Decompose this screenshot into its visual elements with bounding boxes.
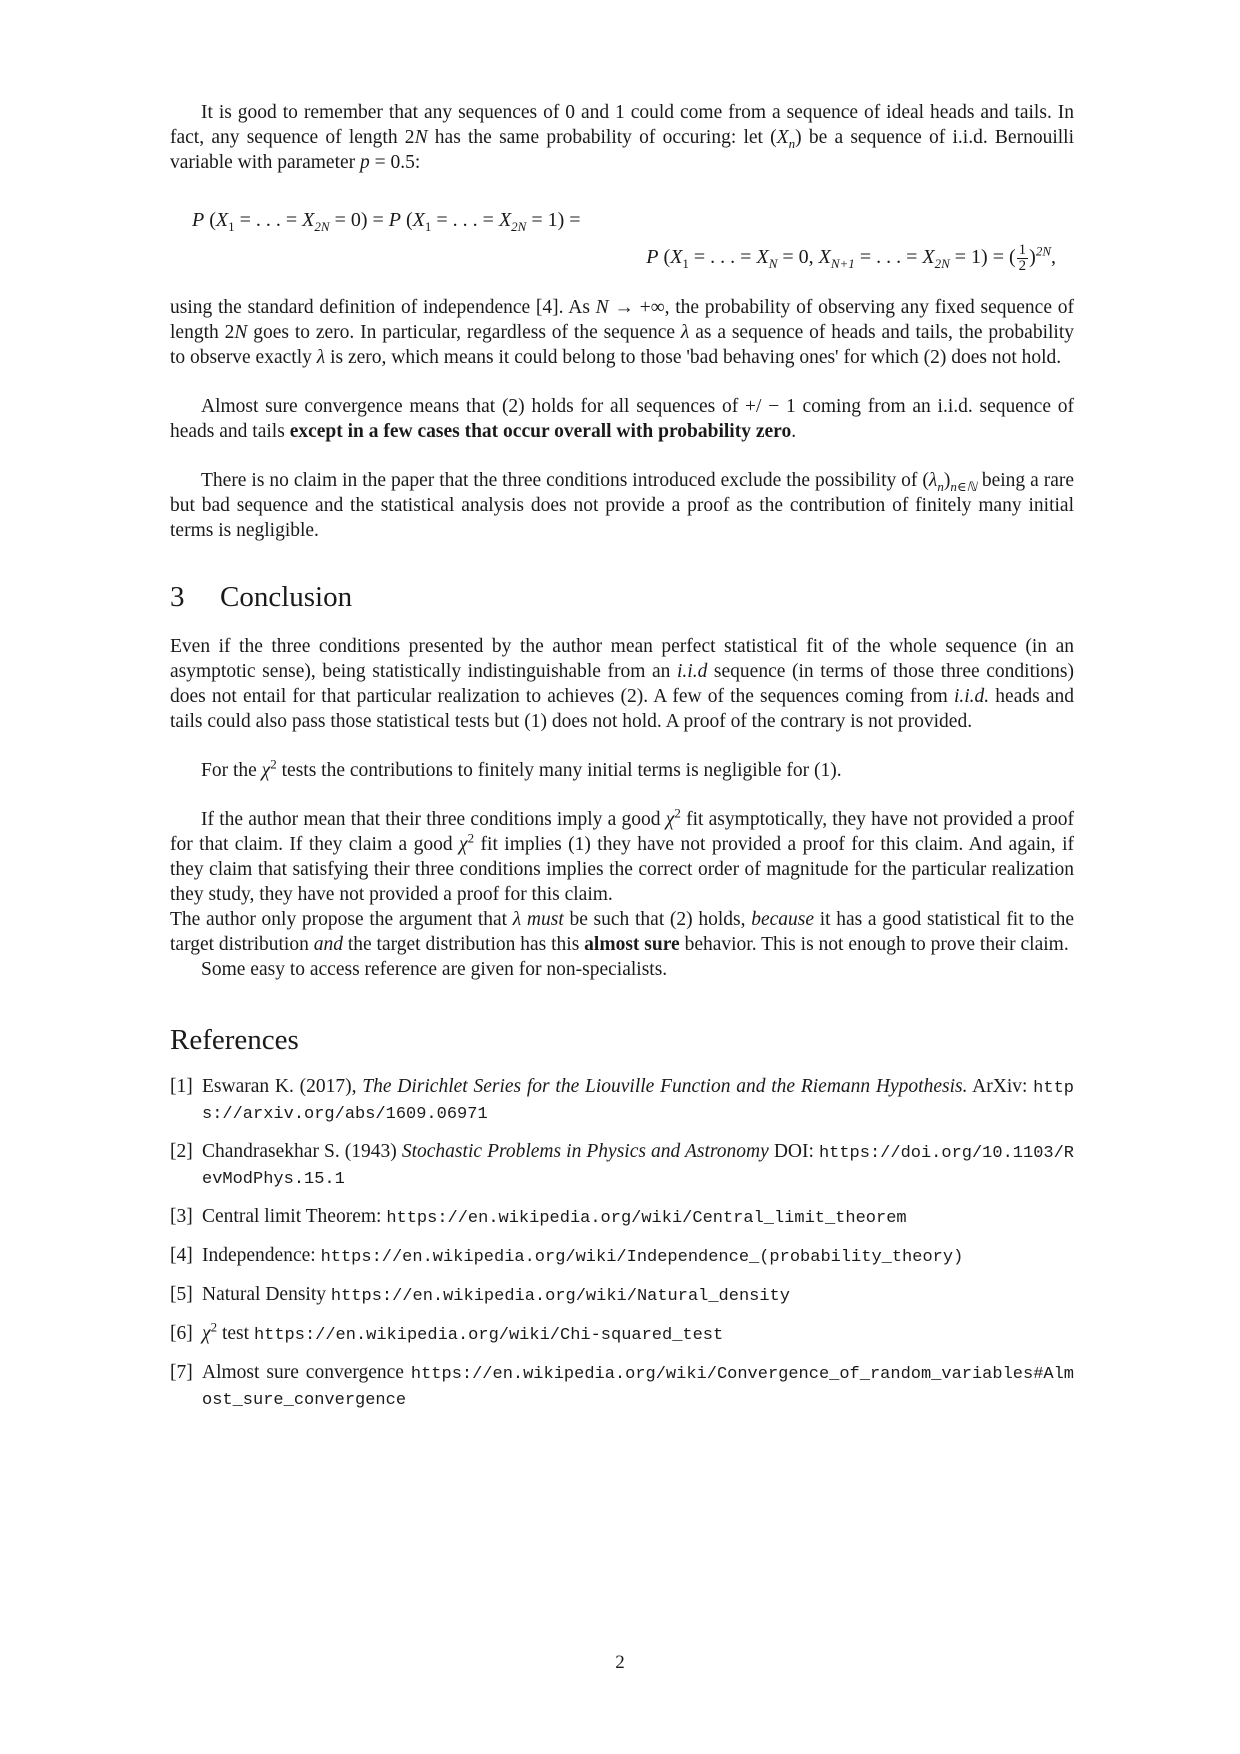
url-link[interactable]: https://en.wikipedia.org/wiki/Central_limit_theorem bbox=[386, 1209, 907, 1228]
text-run: Central limit Theorem: bbox=[202, 1206, 387, 1227]
math-symbol: P bbox=[388, 209, 401, 231]
text-run: is zero, which means it could belong to those 'bad behaving ones' for which (2) does not hold. bbox=[325, 347, 1062, 368]
text-run: = 0) = bbox=[329, 209, 389, 231]
math-symbol: N bbox=[595, 297, 609, 318]
subscript: 2N bbox=[934, 256, 950, 272]
paragraph-no-claim bbox=[170, 468, 1074, 543]
reference-item bbox=[170, 1140, 1074, 1192]
text-run: it has a good statistical fit to the target distribution bbox=[170, 909, 1075, 955]
equation-exponent: 2N bbox=[1035, 243, 1051, 259]
reference-label: [2] bbox=[170, 1141, 193, 1162]
subscript: 2N bbox=[511, 219, 527, 234]
reference-item bbox=[170, 1319, 1074, 1348]
text-run: = 0.5: bbox=[369, 152, 421, 173]
italic-text: The Dirichlet Series for the Liouville Function and the Riemann Hypothesis. bbox=[362, 1076, 968, 1097]
text-run: DOI: bbox=[768, 1141, 819, 1162]
text-run: It is good to remember that any sequences of 0 and 1 could come from a sequence of ideal heads and tails. In fact, any sequence of length 2 bbox=[170, 102, 1074, 148]
text-run: tests the contributions to finitely many initial terms is negligible for (1). bbox=[276, 760, 842, 781]
text-run: the target distribution has this bbox=[342, 934, 585, 955]
text-run: Almost sure convergence bbox=[202, 1362, 411, 1383]
subscript: 1 bbox=[424, 219, 432, 234]
url-link[interactable]: https://en.wikipedia.org/wiki/Chi-squared_test bbox=[253, 1326, 724, 1345]
text-run: ) be a sequence of i.i.d. Bernouilli variable with parameter bbox=[170, 127, 1074, 173]
superscript: 2 bbox=[467, 830, 475, 846]
text-run: ( bbox=[658, 246, 671, 269]
subscript: n bbox=[937, 478, 944, 494]
reference-item bbox=[170, 1283, 1074, 1309]
text-run: ) bbox=[943, 470, 951, 491]
text-run: heads and tails could also pass those statistical tests but (1) does not hold. A proof of the contrary is not provided. bbox=[170, 686, 1074, 732]
math-symbol: λ bbox=[316, 347, 326, 368]
url-link[interactable]: https://arxiv.org/abs/1609.06971 bbox=[202, 1079, 1074, 1124]
text-run: = 1) = ( bbox=[949, 246, 1016, 269]
subscript: n bbox=[788, 135, 796, 151]
reference-label: [3] bbox=[170, 1206, 193, 1227]
text-run: fit asymptotically, they have not provided a proof for that claim. If they claim a good bbox=[170, 809, 1074, 855]
text-run: = . . . = bbox=[234, 209, 303, 231]
reference-body bbox=[202, 1361, 1074, 1413]
text-run: Chandrasekhar S. (1943) bbox=[202, 1141, 402, 1162]
text-run: If the author mean that their three conditions imply a good bbox=[201, 809, 666, 830]
reference-body bbox=[202, 1140, 1074, 1192]
fraction-one-half bbox=[1017, 243, 1029, 274]
text-run: ( bbox=[401, 209, 413, 231]
subscript: 2N bbox=[314, 219, 330, 234]
paragraph-author-claims bbox=[170, 807, 1074, 907]
math-symbol: X bbox=[215, 209, 229, 231]
references-heading: References bbox=[170, 1024, 299, 1056]
text-run: Independence: bbox=[202, 1245, 321, 1266]
paragraph-almost-sure bbox=[170, 394, 1074, 444]
math-symbol: χ bbox=[202, 1323, 211, 1344]
reference-label: [4] bbox=[170, 1245, 193, 1266]
fraction-denominator: 2 bbox=[1018, 258, 1027, 274]
text-run: using the standard definition of independence [4]. As bbox=[170, 297, 596, 318]
math-symbol: X bbox=[412, 209, 425, 231]
subscript: 1 bbox=[682, 256, 689, 272]
superscript: 2 bbox=[210, 1319, 218, 1335]
reference-label: [5] bbox=[170, 1284, 193, 1305]
text-run: For the bbox=[201, 760, 262, 781]
reference-body bbox=[202, 1205, 1074, 1231]
section-title: Conclusion bbox=[220, 581, 353, 613]
text-run: test bbox=[217, 1323, 254, 1344]
bold-text: almost sure bbox=[584, 934, 680, 955]
math-symbol: P bbox=[646, 246, 659, 269]
reference-label: [6] bbox=[170, 1323, 193, 1344]
text-run: as a sequence of heads and tails, the probability to observe exactly bbox=[170, 322, 1074, 368]
text-run: = 1) = bbox=[526, 209, 581, 231]
italic-text: i.i.d. bbox=[953, 686, 990, 707]
paragraph-chi-squared bbox=[170, 758, 1074, 783]
equation-line-2: P ($X_1$ = . . . = $X_N = 0$, $X_{N+1}$ = . . . = $X_{2N} = 1$) = ( $\frac{1}{2}$ )$^{2N}$, bbox=[646, 242, 1056, 274]
math-symbol: X bbox=[756, 246, 769, 269]
references-list bbox=[170, 1075, 1074, 1413]
italic-text: must bbox=[526, 909, 564, 930]
reference-item bbox=[170, 1075, 1074, 1127]
italic-text: i.i.d bbox=[676, 661, 708, 682]
reference-body bbox=[202, 1319, 1074, 1348]
text-run: Even if the three conditions presented by the author mean perfect statistical fit of the whole sequence (in an asymptotic sense), being statistically indistinguishable from an bbox=[170, 636, 1074, 682]
math-symbol: X bbox=[818, 246, 831, 269]
math-symbol: χ bbox=[261, 760, 271, 781]
math-symbol: X bbox=[776, 127, 789, 148]
reference-label: [7] bbox=[170, 1362, 193, 1383]
text-run: = . . . = bbox=[854, 246, 923, 269]
math-symbol: X bbox=[302, 209, 315, 231]
url-link[interactable]: https://en.wikipedia.org/wiki/Natural_density bbox=[330, 1287, 790, 1306]
math-symbol: P bbox=[192, 209, 205, 231]
math-symbol: X bbox=[670, 246, 683, 269]
italic-text: because bbox=[751, 909, 815, 930]
text-run: = 0, bbox=[777, 246, 819, 269]
reference-label: [1] bbox=[170, 1076, 193, 1097]
text-run: Almost sure convergence means that (2) holds for all sequences of +/ − 1 coming from an i.i.d. sequence of heads and tails bbox=[170, 396, 1074, 442]
url-link[interactable]: https://en.wikipedia.org/wiki/Independence_(probability_theory) bbox=[320, 1248, 964, 1267]
text-run: There is no claim in the paper that the three conditions introduced exclude the possibility of ( bbox=[201, 470, 929, 491]
math-symbol: X bbox=[498, 209, 512, 231]
reference-body bbox=[202, 1075, 1074, 1127]
math-symbol: χ bbox=[459, 834, 468, 855]
text-run: Natural Density bbox=[202, 1284, 331, 1305]
subscript: N+1 bbox=[830, 256, 855, 272]
reference-body bbox=[202, 1244, 1074, 1270]
text-run: has the same probability of occuring: let ( bbox=[427, 127, 777, 148]
superscript: 2 bbox=[674, 805, 681, 821]
math-symbol: λ bbox=[928, 470, 938, 491]
reference-body bbox=[202, 1283, 1074, 1309]
text-run: The author only propose the argument that bbox=[170, 909, 513, 930]
math-symbol: N bbox=[234, 322, 248, 343]
text-run: = . . . = bbox=[431, 209, 499, 231]
subscript: n∈ℕ bbox=[950, 478, 977, 494]
text-run: = . . . = bbox=[688, 246, 757, 269]
reference-item bbox=[170, 1205, 1074, 1231]
section-heading bbox=[170, 581, 1074, 614]
text-run: goes to zero. In particular, regardless of the sequence bbox=[247, 322, 681, 343]
paper-page bbox=[170, 100, 1074, 1426]
math-symbol: χ bbox=[665, 809, 675, 830]
subscript: 1 bbox=[228, 219, 235, 234]
text-run: ( bbox=[204, 209, 216, 231]
paragraph-conclusion-1 bbox=[170, 634, 1074, 734]
text-run: . bbox=[791, 421, 797, 442]
math-symbol: X bbox=[922, 246, 935, 269]
paragraph-independence bbox=[170, 295, 1074, 370]
text-run: fit implies (1) they have not provided a proof for this claim. And again, if they claim that satisfying their three conditions implies the correct order of magnitude for the particular realization they study, they have not provided a proof for this claim. bbox=[170, 834, 1074, 905]
text-run: → +∞, the probability of observing any fixed sequence of length 2 bbox=[170, 297, 1074, 343]
math-symbol: λ bbox=[512, 909, 522, 930]
paragraph-references-note bbox=[170, 957, 1074, 982]
bold-text: except in a few cases that occur overall with probability zero bbox=[289, 421, 792, 442]
text-run: being a rare but bad sequence and the statistical analysis does not provide a proof as the contribution of finitely many initial terms is negligible. bbox=[170, 470, 1074, 541]
text-run: be such that (2) holds, bbox=[563, 909, 752, 930]
section-number: 3 bbox=[170, 581, 185, 613]
math-symbol: λ bbox=[680, 322, 690, 343]
math-symbol: N bbox=[414, 127, 428, 148]
equation-line-2-body bbox=[646, 246, 1016, 272]
fraction-numerator: 1 bbox=[1018, 242, 1027, 258]
paragraph-author-argument bbox=[170, 907, 1074, 957]
text-run: behavior. This is not enough to prove their claim. bbox=[679, 934, 1069, 955]
text-run: Some easy to access reference are given for non-specialists. bbox=[201, 959, 668, 980]
equation-line-1 bbox=[170, 209, 1074, 239]
italic-text: Stochastic Problems in Physics and Astronomy bbox=[401, 1141, 769, 1162]
page-number: 2 bbox=[615, 1652, 625, 1673]
italic-text: and bbox=[313, 934, 343, 955]
subscript: N bbox=[768, 256, 778, 272]
reference-item bbox=[170, 1361, 1074, 1413]
text-run: ArXiv: bbox=[967, 1076, 1034, 1097]
url-link[interactable]: https://doi.org/10.1103/RevModPhys.15.1 bbox=[202, 1144, 1074, 1189]
superscript: 2 bbox=[270, 756, 277, 772]
paragraph-iid-sequences bbox=[170, 100, 1074, 175]
text-run: Eswaran K. (2017), bbox=[202, 1076, 363, 1097]
text-run: sequence (in terms of those three conditions) does not entail for that particular realization to achieves (2). A few of the sequences coming from bbox=[170, 661, 1074, 707]
equation-trailing-comma: , bbox=[1051, 246, 1056, 269]
reference-item bbox=[170, 1244, 1074, 1270]
math-symbol: p bbox=[360, 152, 370, 173]
url-link[interactable]: https://en.wikipedia.org/wiki/Convergence_of_random_variables#Almost_sure_convergence bbox=[202, 1365, 1074, 1410]
